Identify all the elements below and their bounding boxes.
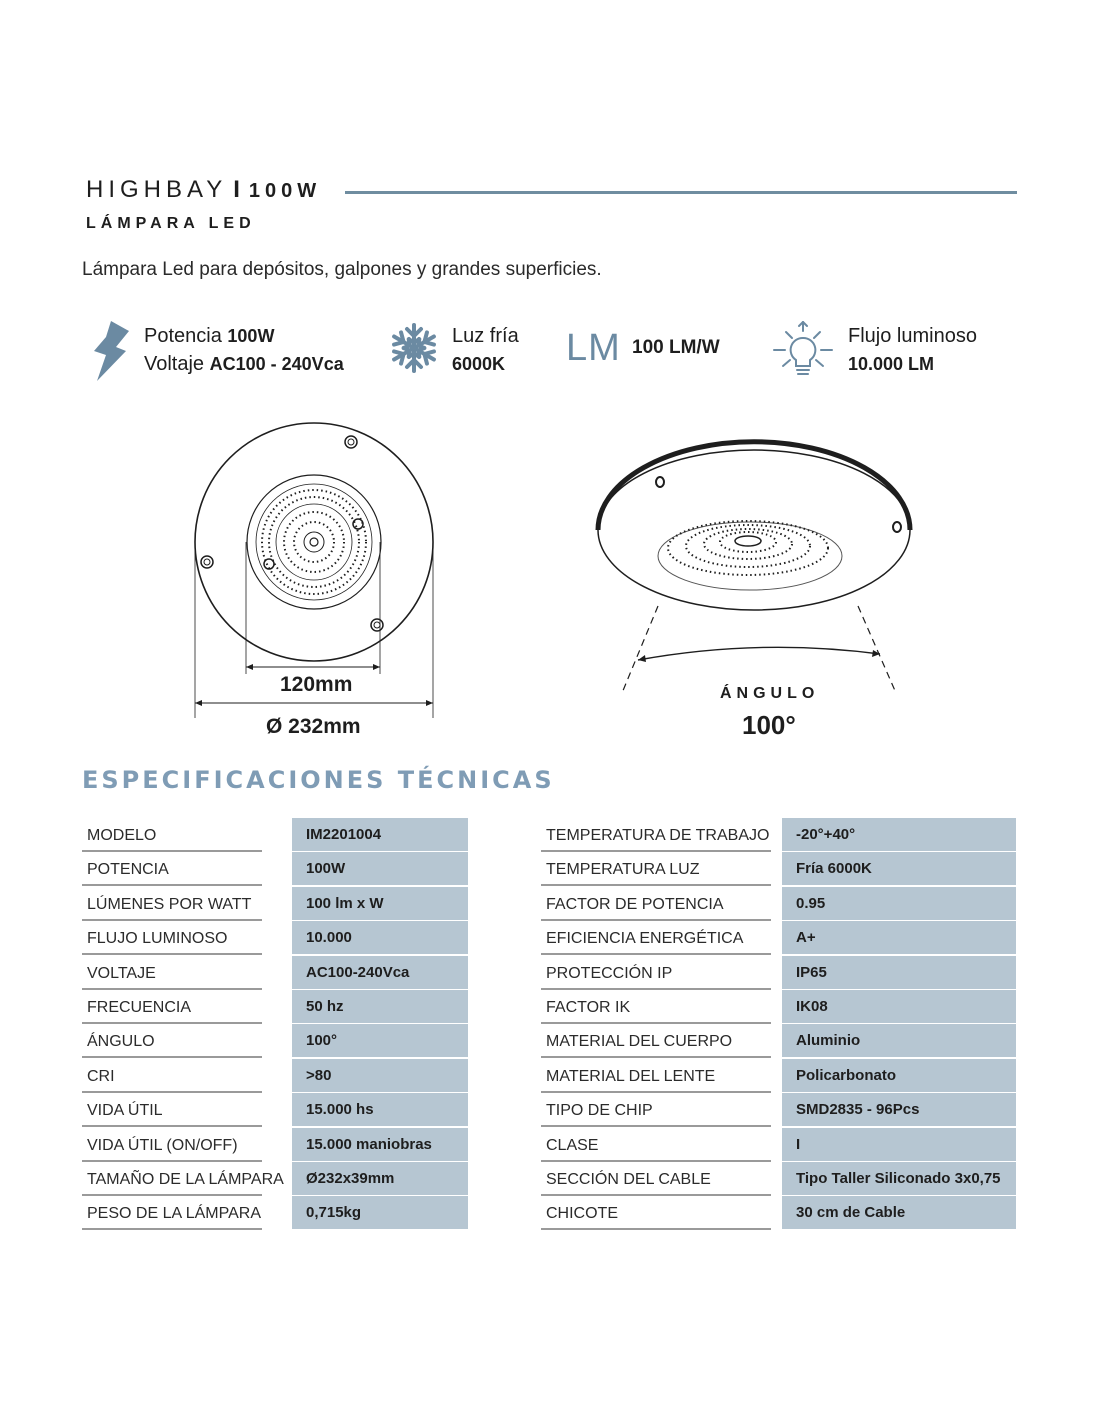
spec-row	[82, 1128, 468, 1162]
spec-label: MODELO	[87, 827, 157, 844]
lamp-angle-diagram	[590, 438, 920, 698]
spec-value: 100 lm x W	[306, 894, 384, 912]
spec-row	[541, 1093, 1016, 1127]
spec-value-cell	[782, 818, 1016, 851]
spec-value-cell	[782, 1059, 1016, 1092]
spec-value-cell	[292, 921, 468, 954]
spec-value: I	[796, 1135, 801, 1153]
spec-label: ÁNGULO	[87, 1033, 155, 1051]
spec-value: Policarbonato	[796, 1066, 897, 1084]
spec-row	[541, 818, 1016, 852]
spec-divider	[541, 1228, 771, 1230]
spec-value-cell	[782, 1024, 1016, 1057]
spec-value-cell	[782, 1162, 1016, 1195]
spec-row	[82, 818, 468, 852]
spec-value: 30 cm de Cable	[796, 1204, 906, 1222]
spec-row	[82, 1059, 468, 1093]
spec-value: 15.000 maniobras	[306, 1135, 432, 1153]
spec-value: SMD2835 - 96Pcs	[796, 1101, 920, 1119]
spec-label: FRECUENCIA	[87, 999, 192, 1016]
power-value: 100W	[227, 326, 275, 346]
light-text	[452, 322, 519, 378]
product-wattage: 100W	[248, 180, 322, 202]
spec-value: 15.000 hs	[306, 1101, 374, 1119]
efficacy-value: 100 LM/W	[632, 337, 720, 358]
spec-value-cell	[292, 1162, 468, 1195]
power-voltage-text	[144, 322, 344, 378]
voltage-label: Voltaje	[144, 353, 205, 375]
spec-divider	[82, 1228, 262, 1230]
product-name: HIGHBAY	[86, 176, 228, 203]
spec-value-cell	[292, 990, 468, 1023]
specs-title: ESPECIFICACIONES TÉCNICAS	[82, 766, 555, 794]
spec-row	[541, 852, 1016, 886]
spec-value: Ø232x39mm	[306, 1170, 395, 1187]
product-description: Lámpara Led para depósitos, galpones y grandes superficies.	[82, 259, 602, 280]
outer-dimension-label: Ø 232mm	[266, 715, 361, 738]
light-label: Luz fría	[452, 325, 519, 347]
spec-value: AC100-240Vca	[306, 963, 410, 981]
spec-value-cell	[782, 887, 1016, 920]
title-separator: I	[233, 176, 245, 203]
spec-row	[541, 956, 1016, 990]
spec-value-cell	[782, 921, 1016, 954]
product-subtitle: LÁMPARA LED	[86, 215, 256, 232]
spec-label: EFICIENCIA ENERGÉTICA	[546, 930, 744, 948]
spec-label: PROTECCIÓN IP	[546, 964, 673, 982]
spec-value-cell	[292, 852, 468, 885]
spec-value: 0.95	[796, 894, 826, 912]
spec-label: VOLTAJE	[87, 964, 156, 982]
spec-value: 50 hz	[306, 998, 344, 1015]
spec-value-cell	[782, 990, 1016, 1023]
spec-label: TAMAÑO DE LA LÁMPARA	[87, 1171, 284, 1188]
spec-value-cell	[782, 852, 1016, 885]
spec-row	[82, 1093, 468, 1127]
spec-label: TEMPERATURA DE TRABAJO	[546, 827, 770, 844]
spec-row	[82, 887, 468, 921]
spec-label: CRI	[87, 1067, 115, 1085]
spec-value: IP65	[796, 963, 827, 981]
spec-value-cell	[292, 1024, 468, 1057]
flux-value: 10.000 LM	[848, 354, 935, 374]
spec-value: Fría 6000K	[796, 860, 872, 878]
spec-label: MATERIAL DEL LENTE	[546, 1067, 716, 1085]
power-label: Potencia	[144, 325, 222, 347]
spec-row	[541, 887, 1016, 921]
spec-row	[82, 956, 468, 990]
spec-row	[82, 852, 468, 886]
spec-value: IM2201004	[306, 826, 382, 843]
spec-value-cell	[292, 818, 468, 851]
spec-row	[82, 1162, 468, 1196]
spec-label: FLUJO LUMINOSO	[87, 930, 228, 948]
spec-value: Aluminio	[796, 1032, 861, 1050]
spec-value-cell	[782, 1196, 1016, 1229]
spec-value-cell	[292, 1093, 468, 1126]
header-rule	[345, 191, 1017, 194]
spec-row	[541, 1128, 1016, 1162]
spec-value-cell	[292, 1128, 468, 1161]
spec-value: 0,715kg	[306, 1204, 362, 1222]
spec-row	[82, 1024, 468, 1058]
spec-row	[541, 1196, 1016, 1230]
spec-label: TEMPERATURA LUZ	[546, 861, 700, 879]
angle-label: ÁNGULO	[720, 685, 820, 702]
snowflake-icon	[389, 322, 439, 374]
spec-label: FACTOR DE POTENCIA	[546, 895, 724, 913]
inner-dimension-label: 120mm	[280, 673, 353, 696]
spec-label: MATERIAL DEL CUERPO	[546, 1033, 733, 1051]
spec-label: POTENCIA	[87, 861, 169, 879]
spec-value-cell	[292, 956, 468, 989]
spec-value-cell	[782, 956, 1016, 989]
spec-row	[82, 1196, 468, 1230]
spec-value-cell	[292, 887, 468, 920]
spec-value: -20°+40°	[796, 826, 856, 843]
spec-label: TIPO DE CHIP	[546, 1102, 653, 1120]
spec-label: CHICOTE	[546, 1205, 618, 1223]
spec-value-cell	[782, 1128, 1016, 1161]
lm-symbol: LM	[566, 327, 621, 369]
spec-value: >80	[306, 1066, 332, 1084]
spec-value-cell	[782, 1093, 1016, 1126]
spec-value: A+	[796, 929, 816, 947]
voltage-value: AC100 - 240Vca	[209, 354, 344, 374]
spec-row	[541, 1024, 1016, 1058]
angle-value: 100°	[742, 710, 796, 740]
spec-value: 10.000	[306, 929, 352, 947]
spec-row	[541, 990, 1016, 1024]
flux-label: Flujo luminoso	[848, 325, 977, 347]
light-value: 6000K	[452, 354, 506, 374]
spec-row	[82, 921, 468, 955]
spec-label: LÚMENES POR WATT	[87, 895, 252, 913]
lightning-icon	[94, 321, 130, 381]
spec-row	[82, 990, 468, 1024]
spec-label: FACTOR IK	[546, 999, 631, 1016]
spec-row	[541, 1162, 1016, 1196]
spec-label: SECCIÓN DEL CABLE	[546, 1171, 711, 1188]
spec-value-cell	[292, 1196, 468, 1229]
spec-label: CLASE	[546, 1136, 599, 1154]
spec-value-cell	[292, 1059, 468, 1092]
spec-value: Tipo Taller Siliconado 3x0,75	[796, 1170, 1001, 1187]
spec-row	[541, 1059, 1016, 1093]
flux-text	[848, 322, 977, 378]
spec-row	[541, 921, 1016, 955]
spec-label: VIDA ÚTIL	[87, 1102, 163, 1120]
spec-value: 100°	[306, 1032, 338, 1050]
spec-label: PESO DE LA LÁMPARA	[87, 1205, 261, 1223]
spec-value: 100W	[306, 860, 346, 878]
spec-value: IK08	[796, 998, 828, 1015]
spec-label: VIDA ÚTIL (ON/OFF)	[87, 1136, 238, 1154]
bulb-rays-icon	[771, 320, 835, 380]
product-title	[86, 176, 321, 204]
